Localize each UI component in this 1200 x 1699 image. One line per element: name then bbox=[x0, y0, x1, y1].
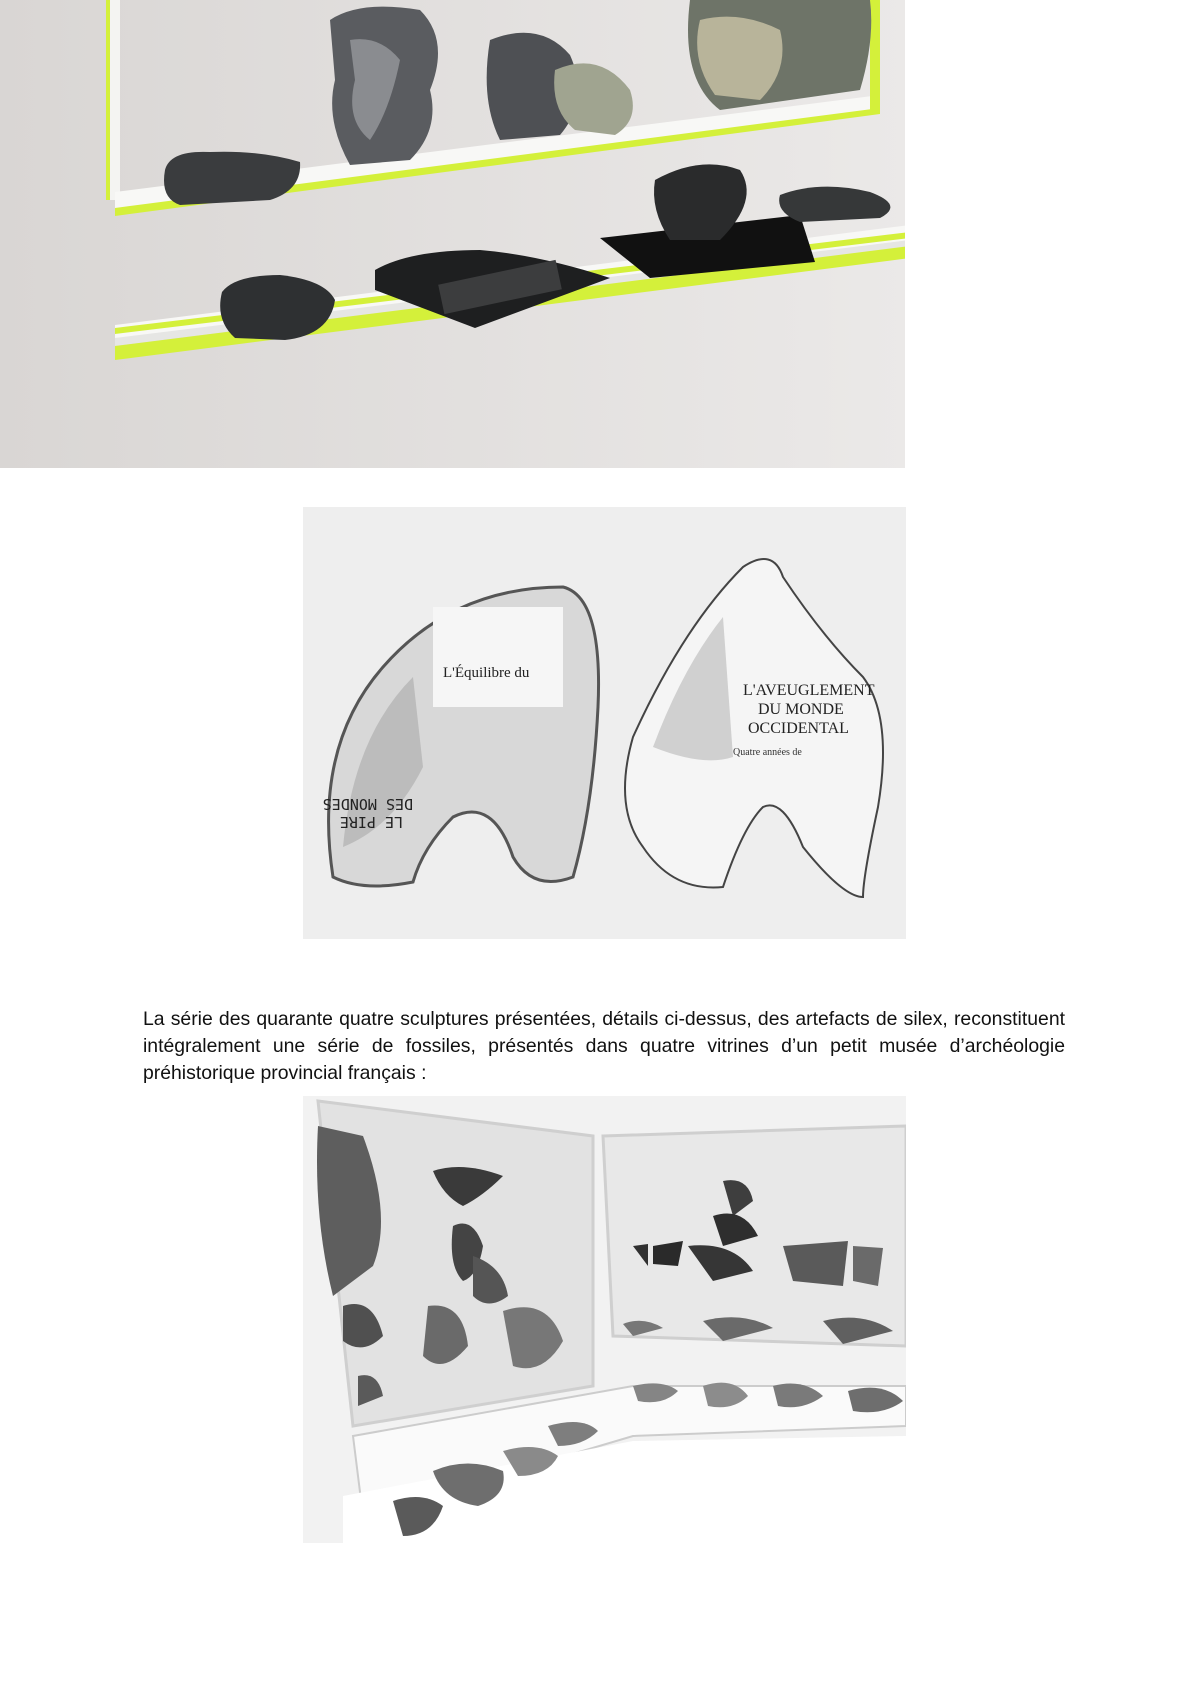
right-sculpture-title-line3: OCCIDENTAL bbox=[748, 720, 849, 737]
right-sculpture-title-line1: L'AVEUGLEMENT bbox=[743, 682, 875, 699]
shelves-photo bbox=[0, 0, 910, 468]
vitrines-photo bbox=[303, 1096, 906, 1543]
left-sculpture-title: L'Équilibre du bbox=[443, 665, 530, 681]
caption-paragraph: La série des quarante quatre sculptures présentées, détails ci-dessus, des artefacts de silex, reconstituent intégralement une série de fossiles, présentés dans quatre vitrines d’un petit musée d’archéologie préhistorique provincial français : bbox=[143, 1008, 1065, 1085]
right-sculpture-subtitle: Quatre années de bbox=[733, 747, 802, 758]
left-sculpture-reversed-line2: DES MONDES bbox=[322, 795, 413, 813]
right-sculpture-title-line2: DU MONDE bbox=[758, 701, 844, 718]
page-sculptures-photo bbox=[303, 507, 906, 939]
left-sculpture-reversed-line1: LE PIRE bbox=[339, 813, 403, 831]
